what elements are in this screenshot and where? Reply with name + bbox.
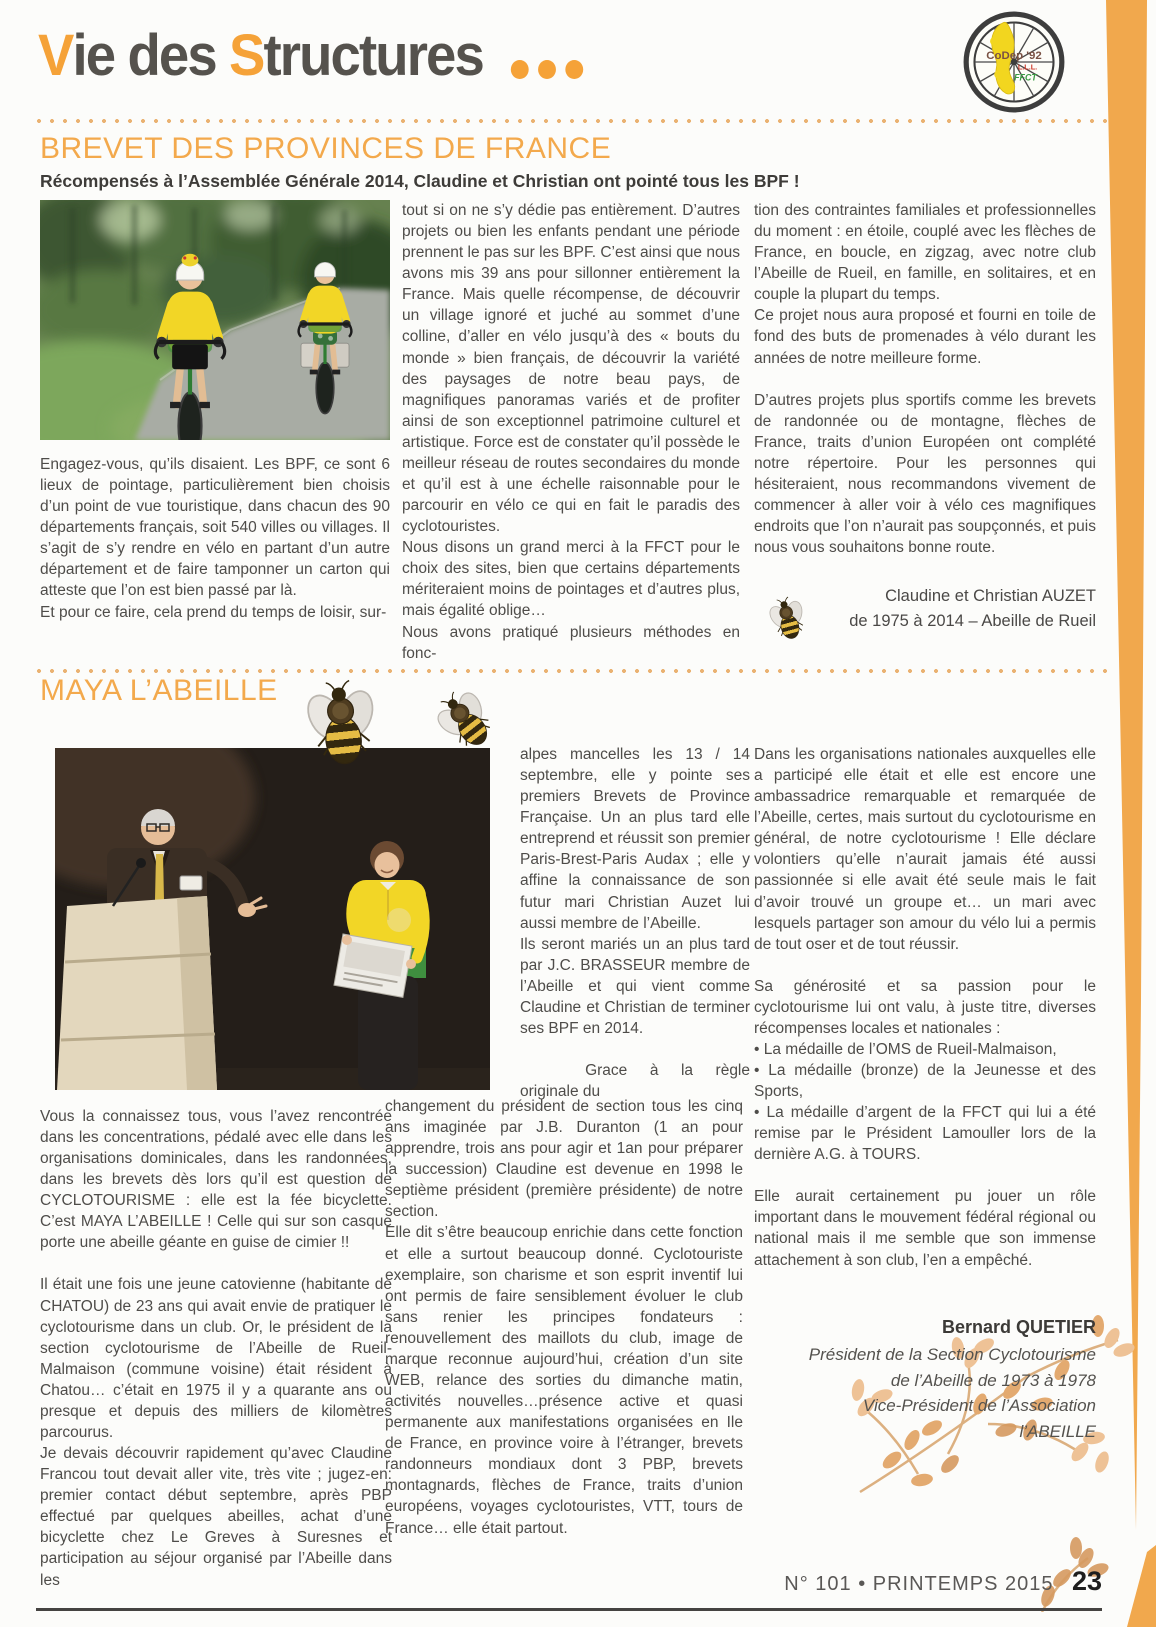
footer-rule bbox=[36, 1608, 1102, 1611]
masthead-text: tructures bbox=[263, 23, 483, 88]
award-ceremony-photo bbox=[55, 748, 490, 1090]
paragraph: • La médaille d’argent de la FFCT qui lui a été remise par le Président Lamouller lors de la dernière A.G. à TOURS. bbox=[754, 1102, 1096, 1165]
paragraph: Elle aurait certainement pu jouer un rôle important dans le mouvement fédéral régional ou national mais il me semble que son immense attachement à son club, l’en a empêché. bbox=[754, 1188, 1096, 1269]
paragraph: alpes mancelles les 13 / 14 septembre, elle y pointe ses premiers Brevets de Province Française. Un an plus tard elle entreprend et réussit son premier Paris-Brest-Paris Audax ; elle y affine la connaissance de son futur mari Christian Auzet lui aussi membre de l’Abeille. bbox=[520, 746, 750, 932]
article2-column-narrow bbox=[520, 744, 750, 1102]
paragraph: • La médaille (bronze) de la Jeunesse et des Sports, bbox=[754, 1060, 1096, 1102]
article1-column1 bbox=[40, 200, 390, 623]
article2-right-outro bbox=[754, 1186, 1096, 1270]
paragraph: D’autres projets plus sportifs comme les brevets de randonnée ou de montagne, flèches de France, traits d’union Européen ont complété notre répertoire. Pour les personnes qui hésiteraient, nous recommandons vivement de commencer à aller voir à vélo ces magnifiques endroits que l’on n’aurait pas soupçonnés, et puis nous vous souhaitons bonne route. bbox=[754, 391, 1096, 557]
dotted-divider-top bbox=[36, 118, 1108, 124]
paragraph: Nous avons pratiqué plusieurs méthodes en fonc- bbox=[402, 623, 740, 662]
medal-list bbox=[754, 1039, 1096, 1165]
masthead-letter-s: S bbox=[229, 23, 264, 88]
paragraph: Il était une fois une jeune catovienne (habitante de CHATOU) de 23 ans qui avait envie de pratiquer le cyclotourisme dans un club. Or, le président de la section cyclotourisme de l’Abeille de Rueil-Malmaison (commune voisine) était résident à Chatou… c’était en 1975 il y a quarante ans ou presque et depuis des milliers de kilomètres parcourus. bbox=[40, 1276, 392, 1442]
masthead-text: ie des bbox=[72, 23, 230, 88]
signature-name: Claudine et Christian AUZET bbox=[885, 587, 1096, 606]
paragraph: tion des contraintes familiales et professionnelles du moment : en étoile, couplé avec les flèches de France, en boucle, en zigzag, avec notre club l’Abeille de Rueil, en famille, en solitaires, et en couple la plupart du temps. bbox=[754, 202, 1096, 304]
article2-right-intro bbox=[754, 744, 1096, 1039]
article2-title: MAYA L’ABEILLE bbox=[40, 674, 278, 707]
paragraph: Elle dit s’être beaucoup enrichie dans cette fonction et elle a surtout beaucoup donné. Cyclotouriste exemplaire, son charisme et son esprit inventif lui ont permis de faire sensiblement évoluer le club sans renier les principes fondateurs : renouvellement des maillots du club, image de marque reconnue aujourd’hui, création d’un site WEB, relance des sorties du dimanche matin, activités nouvelles…présence active et quasi permanente aux manifestations organisées en Ile de France, en province voire à l’étranger, brevets randonneurs mondiaux dont 3 PBP, brevets montagnards, flèches de France, traits d’union européens, voyages cyclotouristes, VTT, tours de France… elle était partout. bbox=[385, 1224, 743, 1537]
bee-icon bbox=[297, 674, 386, 776]
signature-name: Bernard QUETIER bbox=[941, 1316, 1096, 1337]
paragraph: l’ABEILLE bbox=[1019, 1421, 1096, 1441]
article1-col1-text bbox=[40, 454, 390, 623]
paragraph: changement du président de section tous les cinq ans imaginée par J.B. Duranton (1 an pour apprendre, trois ans pour agir et 1an pour préparer la succession) Claudine est devenue en 1998 le septième président (première présidente) de notre section. bbox=[385, 1098, 743, 1221]
page-number: 23 bbox=[1071, 1566, 1102, 1596]
paragraph: • La médaille de l’OMS de Rueil-Malmaison, bbox=[754, 1039, 1096, 1060]
logo-text-ffct: FFCT bbox=[1014, 72, 1037, 83]
paragraph: Vice-Président de l’Association bbox=[862, 1396, 1096, 1416]
paragraph: Ce projet nous aura proposé et fourni en toile de fond des buts de promenades à vélo durant les années de notre meilleure forme. bbox=[754, 307, 1096, 367]
paragraph: Je devais découvrir rapidement qu’avec Claudine Francou tout devait aller vite, très vite ; jugez-en: premier contact début septembre, après PBP effectué par quelques abeilles, achat d’une bicyclette chez Le Greves à Suresnes et participation au séjour organisé par l’Abeille dans les bbox=[40, 1445, 392, 1589]
article2-column-left bbox=[40, 1106, 392, 1591]
masthead bbox=[38, 22, 584, 89]
article2-column-right bbox=[754, 744, 1096, 1444]
paragraph: tout si on ne s’y dédie pas entièrement. D’autres projets ou bien les enfants pendant une période prennent le pas sur les BPF. C’est ainsi que nous avons mis 39 ans pour sillonner entièrement la France. Mais quelle récompense, de découvrir un village ignoré et juché au sommet d’une colline, d’aller en vélo jusqu’à des « bouts du monde » bien français, de découvrir la variété des paysages de notre beau pays, de magnifiques panoramas variés et de profiter ainsi de son exceptionnel patrimoine culturel et artistique. Force est de constater qu’il possède le meilleur réseau de routes secondaires du monde et qu’il est à une échelle raisonnable pour le parcourir en vélo ce qui en fait le paradis des cyclotouristes. bbox=[402, 202, 740, 536]
article1-column2 bbox=[402, 200, 740, 664]
paragraph: Nous disons un grand merci à la FFCT pour le choix des sites, bien que certains départements mériteraient moins de pointages et d’autres plus, mais égalité oblige… bbox=[402, 539, 740, 620]
paragraph: de l’Abeille de 1973 à 1978 bbox=[890, 1370, 1096, 1390]
article1-col3-text bbox=[754, 200, 1096, 558]
signature-detail: de 1975 à 2014 – Abeille de Rueil bbox=[849, 611, 1096, 630]
page-footer bbox=[0, 1566, 1102, 1597]
masthead-letter-v: V bbox=[38, 23, 73, 88]
signature-roles bbox=[754, 1342, 1096, 1444]
paragraph: Et pour ce faire, cela prend du temps de loisir, sur- bbox=[40, 603, 387, 621]
paragraph: Engagez-vous, qu’ils disaient. Les BPF, ce sont 6 lieux de pointage, particulièrement bien choisis d’un point de vue touristique, dans chacun des 90 départements français, soit 540 villes ou villages. Il s’agit de s’y rendre en vélo en partant d’un autre département et de faire tamponner un carton qui atteste que l’on est bien passé par là. bbox=[40, 456, 390, 600]
masthead-dots bbox=[511, 60, 583, 79]
paragraph: Ils seront mariés un an plus tard par J.C. BRASSEUR membre de l’Abeille et qui vient comme Claudine et Christian de terminer ses BPF en 2014. bbox=[520, 935, 750, 1038]
article1-column3 bbox=[754, 200, 1096, 634]
paragraph: Vous la connaissez tous, vous l’avez rencontrée dans les concentrations, pédalé avec elle dans les organisations dominicales, dans les randonnées, dans les brevets dès lors qu’il est question de CYCLOTOURISME : elle est la fée bicyclette. C’est MAYA L’ABEILLE ! Celle qui sur son casque porte une abeille géante en guise de cimier !! bbox=[40, 1108, 392, 1252]
article2-column-mid bbox=[385, 1096, 743, 1539]
article2-signature bbox=[754, 1315, 1096, 1444]
logo-text-lll: L.L.L. bbox=[1017, 62, 1038, 72]
codep92-wheel-logo bbox=[962, 10, 1066, 114]
paragraph: Grace à la règle originale du bbox=[520, 1062, 750, 1101]
article1-title: BREVET DES PROVINCES DE FRANCE bbox=[40, 132, 612, 165]
cyclists-photo bbox=[40, 200, 390, 440]
paragraph: Dans les organisations nationales auxquelles elle a participé elle était et elle est encore une ambassadrice remarquable et remarquée de l’Abeille, certes, mais surtout du cyclotourisme en général, de notre cyclotourisme ! Elle déclare volontiers qu’elle n’aurait jamais été aussi passionnée si elle avait été seule mais le fait d’avoir trouvé un groupe et… un mari avec lesquels partager son amour du vélo lui a permis de tout oser et de tout réussir. bbox=[754, 746, 1096, 953]
article1-subtitle: Récompensés à l’Assemblée Générale 2014, Claudine et Christian ont pointé tous les BPF ! bbox=[40, 171, 800, 191]
paragraph: Sa générosité et sa passion pour le cyclotourisme lui ont valu, à juste titre, diverses récompenses locales et nationales : bbox=[754, 977, 1096, 1037]
paragraph: Président de la Section Cyclotourisme bbox=[808, 1345, 1096, 1365]
logo-text-codep: CoDep '92 bbox=[986, 49, 1042, 62]
issue-label: N° 101 • PRINTEMPS 2015 bbox=[784, 1573, 1054, 1595]
